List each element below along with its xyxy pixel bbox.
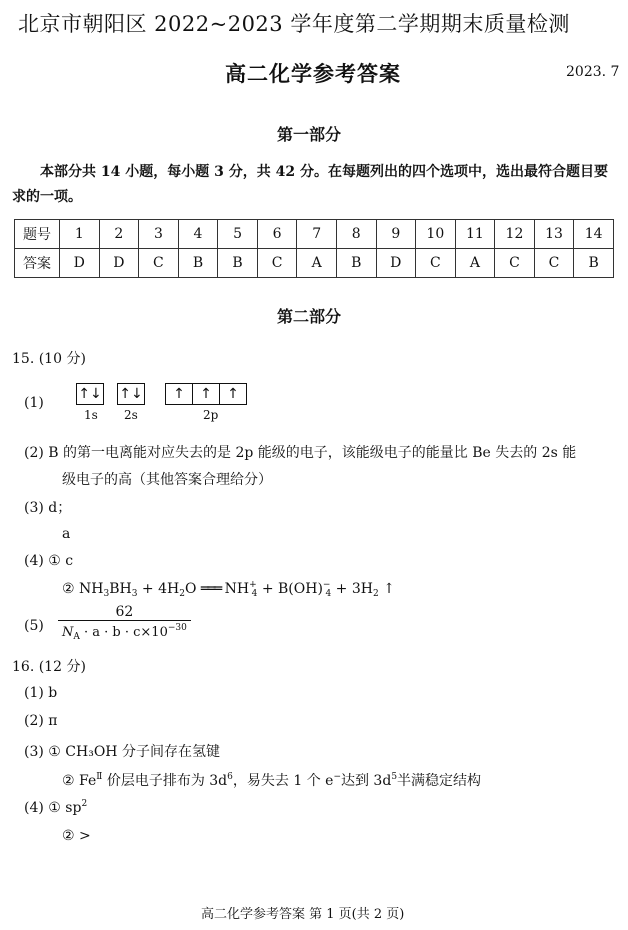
answer-cell: D — [376, 249, 416, 278]
answer-cell: C — [257, 249, 297, 278]
question-number: 3 — [139, 220, 179, 249]
q15-5-fraction — [58, 604, 191, 642]
answer-table-answer-row — [15, 249, 614, 278]
orbital-label-1s: 1s — [84, 408, 98, 422]
document-date: 2023. 7 — [566, 64, 620, 80]
answer-cell: B — [336, 249, 376, 278]
orbital-box-1s: ↑↓ — [76, 383, 104, 405]
part1-heading: 第一部分 — [277, 125, 342, 144]
answer-table-number-row — [15, 220, 614, 249]
answer-cell: B — [574, 249, 614, 278]
answer-cell: A — [297, 249, 337, 278]
q15-3-a: a — [62, 526, 71, 542]
orbital-box-2p: ↑ — [219, 383, 247, 405]
orbital-box-2p: ↑ — [192, 383, 220, 405]
q16-4-1 — [24, 799, 87, 816]
q16-4-2: ② > — [62, 828, 91, 844]
q15-5-label: (5) — [24, 618, 44, 634]
orbital-label-2p: 2p — [203, 408, 219, 422]
question-number: 2 — [99, 220, 139, 249]
answer-cell: D — [99, 249, 139, 278]
question-number: 5 — [218, 220, 258, 249]
question-number: 4 — [178, 220, 218, 249]
question-number: 1 — [60, 220, 100, 249]
question-number: 14 — [574, 220, 614, 249]
q15-4-2-label: ② — [62, 581, 75, 597]
part2-heading: 第二部分 — [277, 307, 342, 326]
answer-table-label-number: 题号 — [15, 220, 60, 249]
q16-4-1-text: (4) ① sp — [24, 800, 82, 816]
answer-cell: D — [60, 249, 100, 278]
q16-1: (1) b — [24, 685, 58, 701]
answer-cell: C — [495, 249, 535, 278]
q15-5-numerator: 62 — [115, 604, 134, 620]
question-number: 6 — [257, 220, 297, 249]
q15-4-2: ② $NH_3BH_3 + 4H_2O$ ═══ $NH^+_4 + B(OH)^-_4 + 3H_2$ ↑ — [62, 580, 395, 599]
q16-3-2-label: ② — [62, 773, 75, 789]
question-number: 11 — [455, 220, 495, 249]
q16-2: (2) π — [24, 713, 58, 729]
answer-cell: B — [178, 249, 218, 278]
question-number: 8 — [336, 220, 376, 249]
answer-cell: A — [455, 249, 495, 278]
answer-table — [14, 219, 614, 278]
q15-2-line2: 级电子的高（其他答案合理给分） — [62, 472, 272, 488]
q16-3-1: (3) ① CH₃OH 分子间存在氢键 — [24, 744, 220, 760]
q15-5-denominator: $N_A \cdot a \cdot b \cdot c\times 10^{-30}$ — [58, 620, 191, 642]
orbital-box-2s: ↑↓ — [117, 383, 145, 405]
question-number: 9 — [376, 220, 416, 249]
answer-table-label-answer: 答案 — [15, 249, 60, 278]
q16-3-2: ② $Fe^Ⅱ$ 价层电子排布为 $3d^6$，易失去 1 个 e−达到 $3d^5$半满稳定结构 — [62, 772, 482, 789]
question-number: 12 — [495, 220, 535, 249]
document-subtitle: 高二化学参考答案 — [225, 61, 401, 86]
answer-cell: C — [534, 249, 574, 278]
q16-4-1-sup: 2 — [81, 799, 88, 809]
q15-1-label: (1) — [24, 395, 44, 411]
question-number: 13 — [534, 220, 574, 249]
q16-title: 16. (12 分) — [12, 659, 86, 675]
question-number: 10 — [416, 220, 456, 249]
question-number: 7 — [297, 220, 337, 249]
document-title: 北京市朝阳区 2022~2023 学年度第二学期期末质量检测 — [18, 12, 570, 36]
answer-cell: C — [416, 249, 456, 278]
answer-cell: B — [218, 249, 258, 278]
answer-cell: C — [139, 249, 179, 278]
q15-3: (3) d； — [24, 500, 72, 516]
q15-2-line1: (2) B 的第一电离能对应失去的是 2p 能级的电子，该能级电子的能量比 Be 失去的 2s 能 — [24, 445, 577, 461]
part1-intro: 本部分共 14 小题，每小题 3 分，共 42 分。在每题列出的四个选项中，选出最符合题目要求的一项。 — [12, 164, 608, 205]
orbital-box-2p: ↑ — [165, 383, 193, 405]
q15-4-1: (4) ① c — [24, 553, 74, 569]
q15-title: 15. (10 分) — [12, 351, 86, 367]
page-footer: 高二化学参考答案 第 1 页(共 2 页) — [201, 907, 405, 922]
orbital-label-2s: 2s — [124, 408, 138, 422]
